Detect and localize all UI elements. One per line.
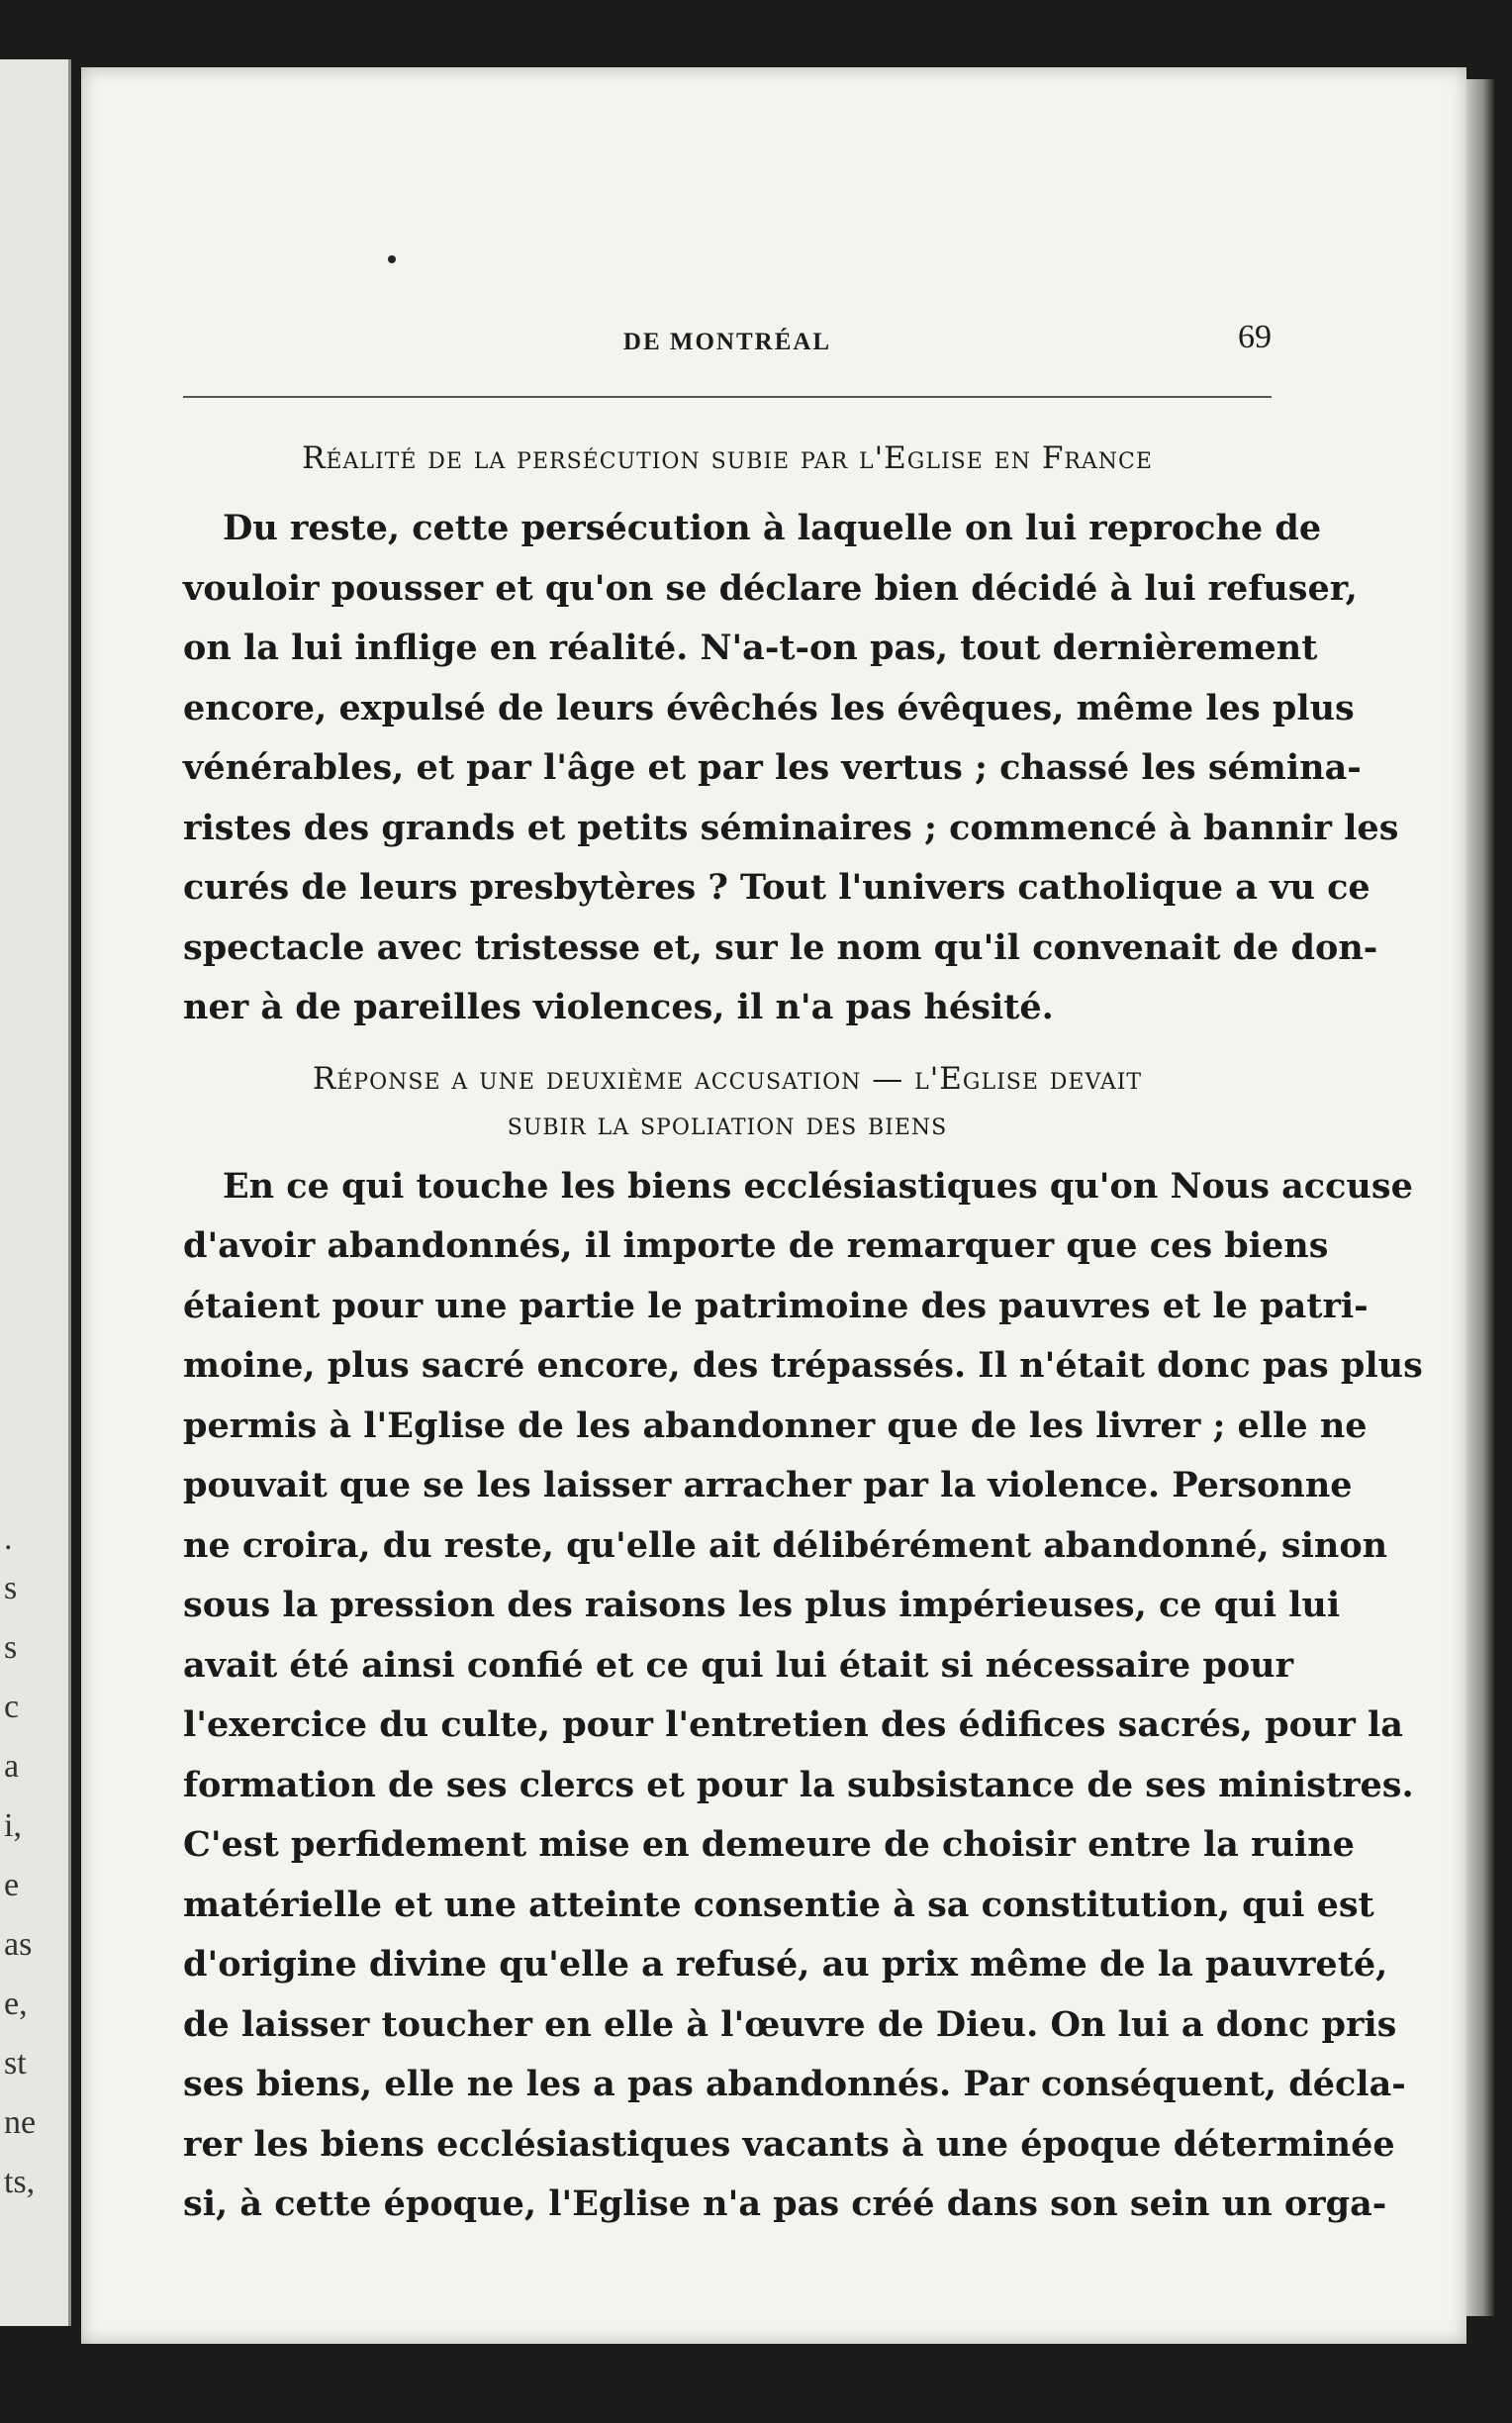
text-line: moine, plus sacré encore, des trépassés. Il n'était donc pas plus (183, 1345, 1423, 1386)
text-line: matérielle et une atteinte consentie à sa constitution, qui est (183, 1884, 1374, 1925)
left-page-fragment: e, (4, 1986, 28, 2022)
text-line: on la lui inflige en réalité. N'a-t-on pas, tout dernièrement (183, 628, 1318, 668)
text-line: vénérables, et par l'âge et par les vertus ; chassé les sémina- (183, 747, 1362, 788)
left-page-fragment: s (4, 1629, 18, 1666)
left-page-fragment: as (4, 1926, 33, 1963)
section-heading: Réalité de la persécution subie par l'Eglise en France (302, 440, 1153, 476)
text-line: avait été ainsi confié et ce qui lui était si nécessaire pour (183, 1644, 1294, 1686)
text-line: ne croira, du reste, qu'elle ait délibérément abandonné, sinon (183, 1524, 1388, 1566)
text-line: d'avoir abandonnés, il importe de remarquer que ces biens (183, 1225, 1329, 1266)
section-heading-line: Réponse a une deuxième accusation — l'Eglise devait (312, 1060, 1143, 1097)
text-line: formation de ses clercs et pour la subsistance de ses ministres. (183, 1764, 1414, 1805)
page-stack-edge (1466, 79, 1494, 2316)
paragraph (183, 1157, 1423, 2235)
text-line: l'exercice du culte, pour l'entretien des édifices sacrés, pour la (183, 1704, 1403, 1745)
left-page-fragment: e (4, 1867, 20, 1903)
left-page-fragment: st (4, 2045, 27, 2082)
left-page-fragment: c (4, 1689, 20, 1725)
text-line: En ce qui touche les biens ecclésiastiques qu'on Nous accuse (223, 1165, 1413, 1207)
left-page-fragment: a (4, 1748, 20, 1785)
text-line: sous la pression des raisons les plus impérieuses, ce qui lui (183, 1585, 1341, 1625)
text-line: rer les biens ecclésiastiques vacants à une époque déterminée (183, 2123, 1395, 2165)
text-line: permis à l'Eglise de les abandonner que de les livrer ; elle ne (183, 1405, 1368, 1446)
left-page-fragment: s (4, 1570, 18, 1606)
text-line: d'origine divine qu'elle a refusé, au prix même de la pauvreté, (183, 1944, 1388, 1985)
running-title: DE MONTRÉAL (622, 329, 832, 355)
text-line: Du reste, cette persécution à laquelle on lui reproche de (223, 508, 1322, 548)
text-line: curés de leurs presbytères ? Tout l'univers catholique a vu ce (183, 867, 1370, 908)
text-line: spectacle avec tristesse et, sur le nom qu'il convenait de don- (183, 926, 1378, 968)
text-line: ristes des grands et petits séminaires ; commencé à bannir les (183, 807, 1399, 848)
section-heading-line: subir la spoliation des biens (507, 1106, 948, 1142)
left-page-edge (0, 59, 71, 2326)
left-page-fragment: ne (4, 2104, 37, 2141)
left-page-fragment: . (4, 1520, 13, 1557)
ink-speck (388, 255, 396, 263)
paragraph (183, 499, 1399, 1038)
text-line: C'est perfidement mise en demeure de choisir entre la ruine (183, 1824, 1355, 1865)
text-line: encore, expulsé de leurs évêchés les évêques, même les plus (183, 687, 1355, 728)
text-line: pouvait que se les laisser arracher par la violence. Personne (183, 1465, 1353, 1505)
header-rule (183, 396, 1272, 398)
text-block (183, 436, 1423, 2253)
text-line: ner à de pareilles violences, il n'a pas hésité. (183, 987, 1054, 1027)
running-head (183, 319, 1272, 366)
page-number: 69 (1238, 319, 1272, 355)
text-line: si, à cette époque, l'Eglise n'a pas créé dans son sein un orga- (183, 2183, 1387, 2224)
left-page-fragment: ts, (4, 2164, 36, 2200)
section-heading (183, 1056, 1272, 1147)
left-page-fragment: i, (4, 1807, 22, 1844)
text-line: de laisser toucher en elle à l'œuvre de Dieu. On lui a donc pris (183, 2003, 1397, 2045)
text-line: ses biens, elle ne les a pas abandonnés. Par conséquent, décla- (183, 2064, 1406, 2104)
text-line: étaient pour une partie le patrimoine des pauvres et le patri- (183, 1285, 1369, 1326)
text-line: vouloir pousser et qu'on se déclare bien décidé à lui refuser, (183, 567, 1358, 609)
